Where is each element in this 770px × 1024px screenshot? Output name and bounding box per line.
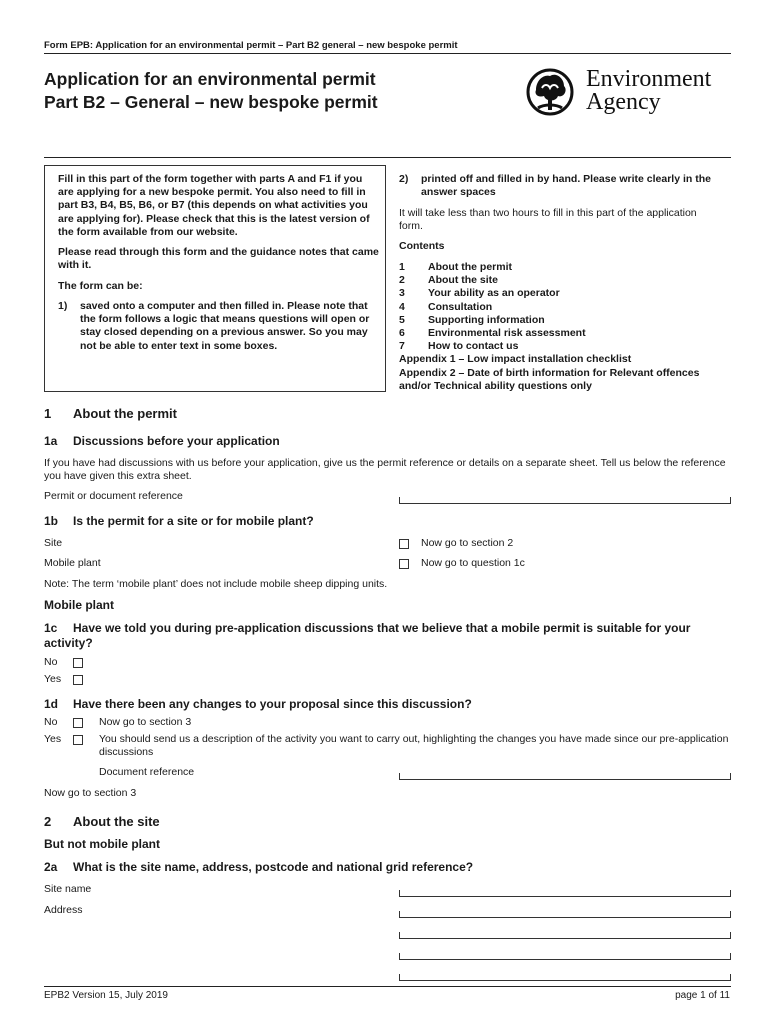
contents-item[interactable] [399,340,731,353]
form-header: Form EPB: Application for an environmental permit – Part B2 general – new bespoke permit [44,40,458,51]
intro-paragraph-3: The form can be: [58,280,143,292]
q1c-title: Have we told you during pre-application discussions that we believe that a mobile permit is suitable for your [73,621,691,635]
mobile-plant-goto-text: Now go to question 1c [421,557,525,569]
address-field-line-3[interactable] [399,953,731,960]
contents-label: Environmental risk assessment [428,327,586,340]
intro-paragraph-2: Please read through this form and the guidance notes that came with it. [58,246,379,272]
contents-number: 2 [399,274,405,287]
q2a-number: 2a [44,860,58,874]
intro-paragraph-1: Fill in this part of the form together with parts A and F1 if you are applying for a new bespoke permit. You also need to fill in part B3, B4, B5, B6, or B7 (this depends on what activities you are applying for). Please check that this is the latest version of the form available from our website. [58,173,370,238]
contents-item[interactable] [399,314,731,327]
contents-number: 7 [399,340,405,353]
q1c-yes-label: Yes [44,673,62,685]
q1d-no-checkbox[interactable] [73,718,83,728]
mobile-plant-checkbox[interactable] [399,559,409,569]
address-field-line-1[interactable] [399,911,731,918]
site-name-label: Site name [44,883,92,895]
contents-number: 5 [399,313,405,326]
address-field-line-2[interactable] [399,932,731,939]
contents-item[interactable] [399,327,731,340]
document-reference-label: Document reference [99,766,195,778]
section-2-subheading: But not mobile plant [44,837,160,851]
contents-label: About the permit [428,261,512,273]
address-field-line-4[interactable] [399,974,731,981]
q1c-number: 1c [44,621,58,635]
mobile-plant-option-label: Mobile plant [44,557,101,569]
section-1-number: 1 [44,406,52,421]
contents-label: Consultation [428,300,493,313]
q1c-title-continued: activity? [44,636,93,650]
contents-list [399,261,731,393]
contents-number: 3 [399,287,405,300]
logo-text [586,68,711,114]
time-note: It will take less than two hours to fill in this part of the application form. [399,207,697,233]
title-line-1: Application for an environmental permit [44,69,376,89]
permit-reference-label: Permit or document reference [44,490,183,502]
q1d-yes-text: You should send us a description of the activity you want to carry out, highlighting the changes you have made since our pre-application discussions [99,733,729,758]
environment-agency-logo-icon [522,66,582,120]
footer-page-number: page 1 of 11 [675,990,730,1001]
q1a-title: Discussions before your application [73,434,280,448]
contents-number: 1 [399,261,405,273]
permit-reference-field[interactable] [399,497,731,504]
site-checkbox[interactable] [399,539,409,549]
appendix-2-link[interactable]: Appendix 2 – Date of birth information for Relevant offences and/or Technical ability questions only [399,366,700,392]
section-2-number: 2 [44,814,52,829]
document-reference-field[interactable] [399,773,731,780]
q1d-yes-label: Yes [44,733,62,745]
q1d-number: 1d [44,697,59,711]
q1d-yes-checkbox[interactable] [73,735,83,745]
site-option-label: Site [44,537,63,549]
header-rule [44,53,731,54]
intro-item-2-number: 2) [399,173,409,185]
contents-label: How to contact us [428,340,519,353]
section-2-title: About the site [73,814,160,829]
logo-line-1: Environment [586,66,712,92]
mobile-plant-note: Note: The term ‘mobile plant’ does not include mobile sheep dipping units. [44,578,388,590]
intro-item-1-number: 1) [58,300,68,312]
q2a-title: What is the site name, address, postcode and national grid reference? [73,860,474,874]
mobile-plant-heading: Mobile plant [44,598,114,612]
contents-item[interactable] [399,261,731,274]
address-label: Address [44,904,83,916]
q1a-text: If you have had discussions with us before your application, give us the permit reference or details on a separate sheet. Tell us below the reference you have given this extra sheet. [44,457,726,482]
intro-item-2: printed off and filled in by hand. Please write clearly in the answer spaces [421,173,711,199]
contents-label: About the site [428,274,498,287]
logo-line-2: Agency [586,89,661,115]
q1d-no-goto-text: Now go to section 3 [99,716,192,728]
site-goto-text: Now go to section 2 [421,537,514,549]
title-rule [44,157,731,158]
contents-item[interactable] [399,301,731,314]
q1c-no-label: No [44,656,58,668]
site-name-field[interactable] [399,890,731,897]
intro-item-1: saved onto a computer and then filled in. Please note that the form follows a logic that means questions will open or stay closed depending on a previous answer. So you may not be able to enter text in some boxes. [80,300,370,352]
contents-label: Contents [399,240,445,252]
q1a-number: 1a [44,434,58,448]
q1b-number: 1b [44,514,59,528]
contents-label: Supporting information [428,313,545,326]
q1d-no-label: No [44,716,58,728]
title-line-2: Part B2 – General – new bespoke permit [44,92,378,112]
contents-number: 6 [399,327,405,340]
footer-version: EPB2 Version 15, July 2019 [44,990,168,1001]
appendix-1-link[interactable]: Appendix 1 – Low impact installation checklist [399,353,632,366]
section-1-title: About the permit [73,406,177,421]
q1c-yes-checkbox[interactable] [73,675,83,685]
contents-item[interactable] [399,287,731,300]
q1d-title: Have there been any changes to your proposal since this discussion? [73,697,472,711]
contents-label: Your ability as an operator [428,287,560,300]
page-title [44,68,378,114]
footer-rule [44,986,731,987]
contents-item[interactable] [399,274,731,287]
goto-section-3-text: Now go to section 3 [44,787,137,799]
contents-number: 4 [399,300,405,313]
q1c-no-checkbox[interactable] [73,658,83,668]
q1b-title: Is the permit for a site or for mobile plant? [73,514,314,528]
